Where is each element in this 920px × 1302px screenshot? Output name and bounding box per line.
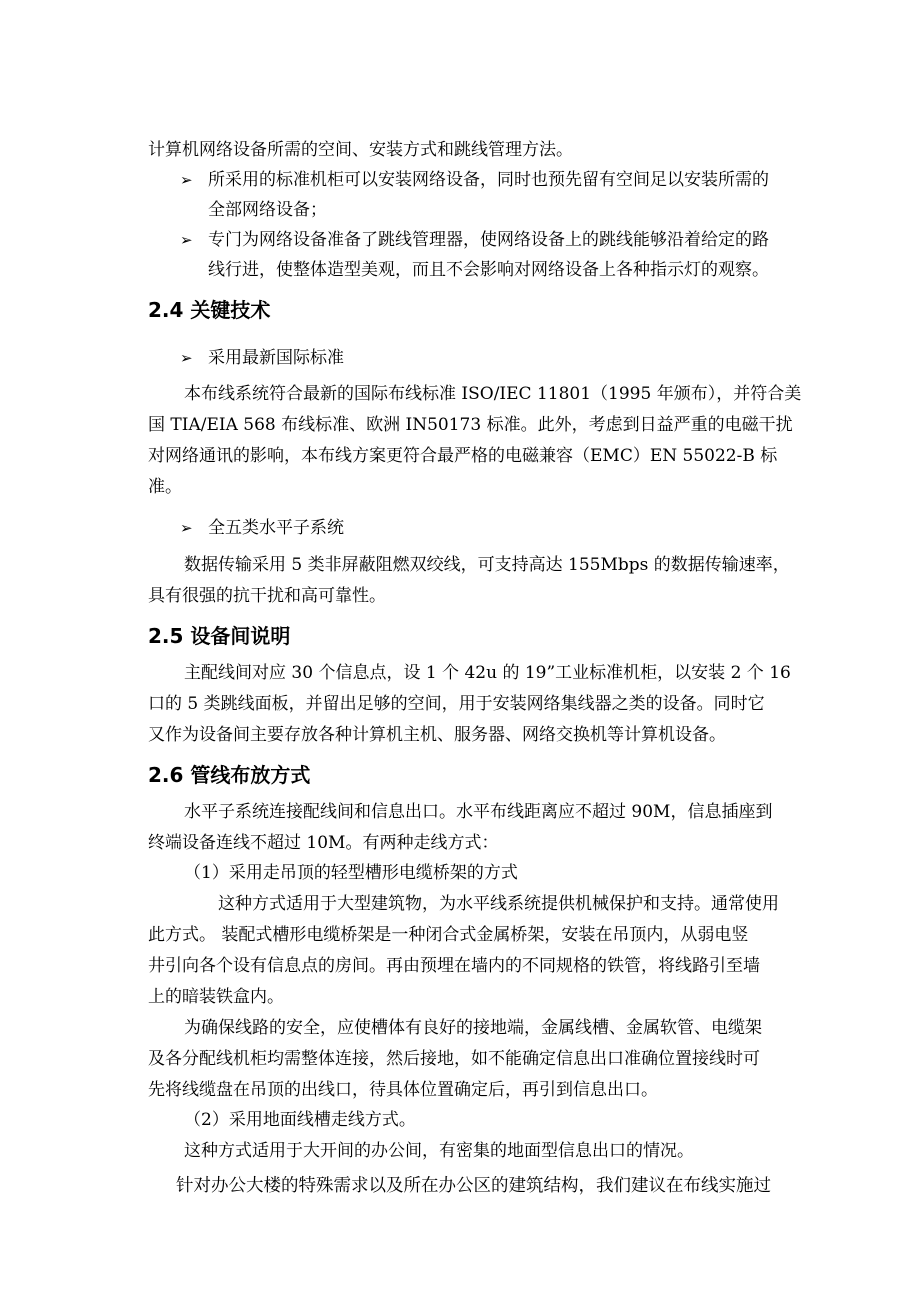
bullet-arrow-icon: ➢ [180, 171, 193, 189]
body-text-line: 这种方式适用于大开间的办公间，有密集的地面型信息出口的情况。 [184, 1141, 694, 1161]
closing-text-line: 针对办公大楼的特殊需求以及所在办公区的建筑结构，我们建议在布线实施过 [176, 1176, 771, 1196]
bullet-text-line: 线行进，使整体造型美观，而且不会影响对网络设备上各种指示灯的观察。 [208, 260, 769, 280]
body-text-line: 数据传输采用 5 类非屏蔽阻燃双绞线，可支持高达 155Mbps 的数据传输速率， [184, 555, 790, 575]
bullet-text-line: 全部网络设备； [208, 200, 327, 220]
body-text-line: 对网络通讯的影响，本布线方案更符合最严格的电磁兼容（EMC）EN 55022-B 标 [148, 446, 778, 466]
bullet-text-line: 专门为网络设备准备了跳线管理器，使网络设备上的跳线能够沿着给定的路 [208, 230, 769, 250]
body-text-line: 口的 5 类跳线面板，并留出足够的空间，用于安装网络集线器之类的设备。同时它 [148, 694, 765, 714]
bullet-arrow-icon: ➢ [180, 231, 193, 249]
body-text-line: 准。 [148, 477, 182, 497]
body-text-line: 主配线间对应 30 个信息点，设 1 个 42u 的 19”工业标准机柜，以安装 2 个 16 [184, 663, 791, 683]
body-text-line: （1）采用走吊顶的轻型槽形电缆桥架的方式 [184, 863, 518, 883]
body-text-line: 此方式。 装配式槽形电缆桥架是一种闭合式金属桥架，安装在吊顶内，从弱电竖 [148, 925, 749, 945]
body-text-line: 具有很强的抗干扰和高可靠性。 [148, 586, 386, 606]
bullet-arrow-icon: ➢ [180, 519, 193, 537]
bullet-arrow-icon: ➢ [180, 349, 193, 367]
body-text-line: 这种方式适用于大型建筑物，为水平线系统提供机械保护和支持。通常使用 [218, 894, 779, 914]
section-heading-2-5: 2.5 设备间说明 [148, 624, 291, 648]
bullet-text-line: 所采用的标准机柜可以安装网络设备，同时也预先留有空间足以安装所需的 [208, 170, 769, 190]
body-text-line: 及各分配线机柜均需整体连接，然后接地，如不能确定信息出口准确位置接线时可 [148, 1049, 760, 1069]
subsection-title: 采用最新国际标准 [208, 348, 344, 368]
body-text-line: 计算机网络设备所需的空间、安装方式和跳线管理方法。 [148, 140, 573, 160]
body-text-line: 上的暗装铁盒内。 [148, 987, 284, 1007]
body-text-line: 本布线系统符合最新的国际布线标准 ISO/IEC 11801（1995 年颁布），并符合美 [184, 384, 802, 404]
section-heading-2-6: 2.6 管线布放方式 [148, 763, 311, 787]
body-text-line: 井引向各个设有信息点的房间。再由预埋在墙内的不同规格的铁管，将线路引至墙 [148, 956, 760, 976]
body-text-line: 水平子系统连接配线间和信息出口。水平布线距离应不超过 90M，信息插座到 [184, 802, 773, 822]
subsection-title: 全五类水平子系统 [208, 518, 344, 538]
body-text-line: （2）采用地面线槽走线方式。 [184, 1110, 416, 1130]
body-text-line: 先将线缆盘在吊顶的出线口，待具体位置确定后，再引到信息出口。 [148, 1080, 658, 1100]
section-heading-2-4: 2.4 关键技术 [148, 298, 271, 322]
body-text-line: 国 TIA/EIA 568 布线标准、欧洲 IN50173 标准。此外，考虑到日益严重的电磁干扰 [148, 415, 793, 435]
body-text-line: 又作为设备间主要存放各种计算机主机、服务器、网络交换机等计算机设备。 [148, 725, 726, 745]
body-text-line: 为确保线路的安全，应使槽体有良好的接地端，金属线槽、金属软管、电缆架 [184, 1018, 762, 1038]
body-text-line: 终端设备连线不超过 10M。有两种走线方式： [148, 833, 499, 853]
